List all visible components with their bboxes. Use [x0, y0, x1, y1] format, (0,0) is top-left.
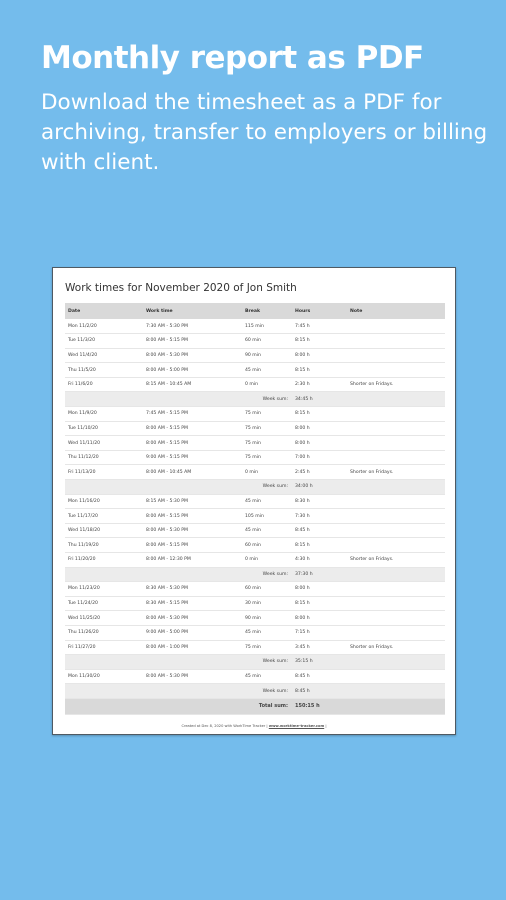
table-row [65, 523, 445, 538]
cell-date: Mon 11/23/20 [65, 582, 143, 597]
cell-break: 0 min [242, 465, 292, 480]
table-row [65, 509, 445, 524]
cell-hours: 8:15 h [292, 363, 347, 378]
cell-break: 75 min [242, 407, 292, 422]
cell-work-time: 7:45 AM - 5:15 PM [143, 407, 242, 422]
cell-hours: 8:00 h [292, 582, 347, 597]
cell-note [347, 421, 445, 436]
cell-work-time: 8:00 AM - 5:15 PM [143, 421, 242, 436]
total-sum-spacer [65, 698, 242, 714]
cell-work-time: 8:00 AM - 5:30 PM [143, 669, 242, 684]
cell-date: Tue 11/3/20 [65, 334, 143, 349]
cell-hours: 7:00 h [292, 450, 347, 465]
cell-hours: 7:15 h [292, 625, 347, 640]
week-sum-note [347, 480, 445, 495]
report-footer [53, 724, 455, 728]
cell-date: Mon 11/2/20 [65, 319, 143, 334]
cell-date: Tue 11/10/20 [65, 421, 143, 436]
table-row [65, 407, 445, 422]
footer-suffix: | [324, 724, 327, 728]
total-sum-row [65, 698, 445, 714]
table-row [65, 640, 445, 655]
week-sum-label: Week sum: [242, 392, 292, 407]
cell-date: Mon 11/16/20 [65, 494, 143, 509]
cell-work-time: 8:30 AM - 5:30 PM [143, 582, 242, 597]
week-sum-note [347, 684, 445, 699]
cell-break: 60 min [242, 334, 292, 349]
cell-note [347, 611, 445, 626]
week-sum-note [347, 655, 445, 670]
cell-date: Fri 11/20/20 [65, 553, 143, 568]
total-sum-value: 150:15 h [292, 698, 347, 714]
week-sum-value: 34:45 h [292, 392, 347, 407]
table-row [65, 334, 445, 349]
cell-break: 90 min [242, 611, 292, 626]
table-row [65, 450, 445, 465]
cell-date: Mon 11/30/20 [65, 669, 143, 684]
page-headline: Monthly report as PDF [41, 40, 424, 76]
cell-hours: 8:15 h [292, 407, 347, 422]
footer-website-link[interactable]: www.worktime-tracker.com [268, 724, 325, 728]
cell-date: Thu 11/26/20 [65, 625, 143, 640]
cell-hours: 4:30 h [292, 553, 347, 568]
table-row [65, 611, 445, 626]
cell-break: 45 min [242, 625, 292, 640]
cell-hours: 8:45 h [292, 523, 347, 538]
cell-note [347, 494, 445, 509]
week-sum-spacer [65, 392, 242, 407]
week-sum-label: Week sum: [242, 480, 292, 495]
week-sum-label: Week sum: [242, 655, 292, 670]
cell-note [347, 523, 445, 538]
table-row [65, 465, 445, 480]
table-row [65, 319, 445, 334]
column-header-break: Break [242, 303, 292, 319]
column-header-hours: Hours [292, 303, 347, 319]
cell-hours: 8:45 h [292, 669, 347, 684]
table-row [65, 348, 445, 363]
cell-note [347, 509, 445, 524]
week-sum-spacer [65, 655, 242, 670]
cell-break: 105 min [242, 509, 292, 524]
cell-break: 60 min [242, 538, 292, 553]
cell-break: 75 min [242, 421, 292, 436]
total-sum-note [347, 698, 445, 714]
week-sum-row [65, 392, 445, 407]
cell-work-time: 8:30 AM - 5:15 PM [143, 596, 242, 611]
cell-work-time: 8:00 AM - 5:00 PM [143, 363, 242, 378]
cell-work-time: 7:30 AM - 5:30 PM [143, 319, 242, 334]
cell-work-time: 8:00 AM - 12:30 PM [143, 553, 242, 568]
cell-hours: 8:15 h [292, 334, 347, 349]
cell-date: Thu 11/5/20 [65, 363, 143, 378]
cell-work-time: 8:00 AM - 5:30 PM [143, 523, 242, 538]
cell-note [347, 348, 445, 363]
cell-hours: 8:00 h [292, 611, 347, 626]
cell-hours: 2:30 h [292, 377, 347, 392]
cell-note: Shorter on Fridays. [347, 377, 445, 392]
week-sum-row [65, 567, 445, 582]
cell-note [347, 319, 445, 334]
week-sum-row [65, 480, 445, 495]
table-row [65, 582, 445, 597]
column-header-work-time: Work time [143, 303, 242, 319]
cell-hours: 8:15 h [292, 596, 347, 611]
cell-break: 45 min [242, 523, 292, 538]
cell-note: Shorter on Fridays. [347, 553, 445, 568]
cell-break: 75 min [242, 436, 292, 451]
cell-note [347, 450, 445, 465]
cell-note [347, 538, 445, 553]
cell-date: Tue 11/24/20 [65, 596, 143, 611]
cell-work-time: 8:00 AM - 5:30 PM [143, 348, 242, 363]
cell-note [347, 407, 445, 422]
cell-break: 45 min [242, 494, 292, 509]
cell-hours: 2:45 h [292, 465, 347, 480]
week-sum-label: Week sum: [242, 567, 292, 582]
table-row [65, 494, 445, 509]
cell-break: 90 min [242, 348, 292, 363]
cell-date: Fri 11/6/20 [65, 377, 143, 392]
week-sum-value: 34:00 h [292, 480, 347, 495]
week-sum-label: Week sum: [242, 684, 292, 699]
cell-note [347, 436, 445, 451]
cell-hours: 8:30 h [292, 494, 347, 509]
column-header-note: Note [347, 303, 445, 319]
week-sum-spacer [65, 480, 242, 495]
table-row [65, 596, 445, 611]
table-row [65, 377, 445, 392]
cell-note [347, 363, 445, 378]
cell-date: Wed 11/25/20 [65, 611, 143, 626]
week-sum-value: 8:45 h [292, 684, 347, 699]
week-sum-spacer [65, 567, 242, 582]
cell-work-time: 8:00 AM - 5:15 PM [143, 436, 242, 451]
cell-work-time: 8:00 AM - 10:45 AM [143, 465, 242, 480]
cell-work-time: 8:00 AM - 1:00 PM [143, 640, 242, 655]
page-description: Download the timesheet as a PDF for archiving, transfer to employers or billing with client. [41, 90, 488, 175]
cell-hours: 8:00 h [292, 436, 347, 451]
cell-work-time: 8:15 AM - 10:45 AM [143, 377, 242, 392]
table-row [65, 436, 445, 451]
cell-date: Mon 11/9/20 [65, 407, 143, 422]
cell-note: Shorter on Fridays. [347, 465, 445, 480]
cell-break: 0 min [242, 377, 292, 392]
cell-work-time: 8:00 AM - 5:15 PM [143, 509, 242, 524]
total-sum-label: Total sum: [242, 698, 292, 714]
week-sum-note [347, 567, 445, 582]
cell-date: Tue 11/17/20 [65, 509, 143, 524]
cell-hours: 8:00 h [292, 348, 347, 363]
timesheet-body [65, 319, 445, 714]
table-row [65, 363, 445, 378]
cell-hours: 8:00 h [292, 421, 347, 436]
week-sum-note [347, 392, 445, 407]
cell-hours: 7:45 h [292, 319, 347, 334]
cell-break: 75 min [242, 640, 292, 655]
column-header-date: Date [65, 303, 143, 319]
report-title: Work times for November 2020 of Jon Smith [65, 282, 297, 294]
week-sum-value: 35:15 h [292, 655, 347, 670]
timesheet-table [65, 303, 445, 715]
cell-hours: 7:30 h [292, 509, 347, 524]
cell-note [347, 582, 445, 597]
week-sum-row [65, 655, 445, 670]
table-row [65, 421, 445, 436]
cell-note [347, 596, 445, 611]
cell-work-time: 8:00 AM - 5:30 PM [143, 611, 242, 626]
pdf-report-preview [52, 267, 456, 735]
table-row [65, 538, 445, 553]
cell-note [347, 334, 445, 349]
cell-work-time: 9:00 AM - 5:00 PM [143, 625, 242, 640]
week-sum-value: 37:30 h [292, 567, 347, 582]
table-row [65, 669, 445, 684]
cell-date: Fri 11/27/20 [65, 640, 143, 655]
cell-note [347, 625, 445, 640]
cell-break: 0 min [242, 553, 292, 568]
cell-hours: 8:15 h [292, 538, 347, 553]
cell-date: Thu 11/19/20 [65, 538, 143, 553]
cell-work-time: 8:15 AM - 5:30 PM [143, 494, 242, 509]
cell-break: 75 min [242, 450, 292, 465]
cell-work-time: 9:00 AM - 5:15 PM [143, 450, 242, 465]
cell-break: 115 min [242, 319, 292, 334]
cell-break: 45 min [242, 669, 292, 684]
cell-date: Wed 11/4/20 [65, 348, 143, 363]
cell-date: Wed 11/11/20 [65, 436, 143, 451]
cell-date: Fri 11/13/20 [65, 465, 143, 480]
cell-work-time: 8:00 AM - 5:15 PM [143, 334, 242, 349]
cell-break: 60 min [242, 582, 292, 597]
cell-date: Thu 11/12/20 [65, 450, 143, 465]
table-header-row [65, 303, 445, 319]
cell-note [347, 669, 445, 684]
cell-break: 30 min [242, 596, 292, 611]
week-sum-spacer [65, 684, 242, 699]
cell-date: Wed 11/18/20 [65, 523, 143, 538]
table-row [65, 553, 445, 568]
cell-work-time: 8:00 AM - 5:15 PM [143, 538, 242, 553]
week-sum-row [65, 684, 445, 699]
cell-break: 45 min [242, 363, 292, 378]
cell-note: Shorter on Fridays. [347, 640, 445, 655]
table-row [65, 625, 445, 640]
footer-created-text: Created at Dec 8, 2020 with WorkTime Tracker | [181, 724, 269, 728]
cell-hours: 3:45 h [292, 640, 347, 655]
